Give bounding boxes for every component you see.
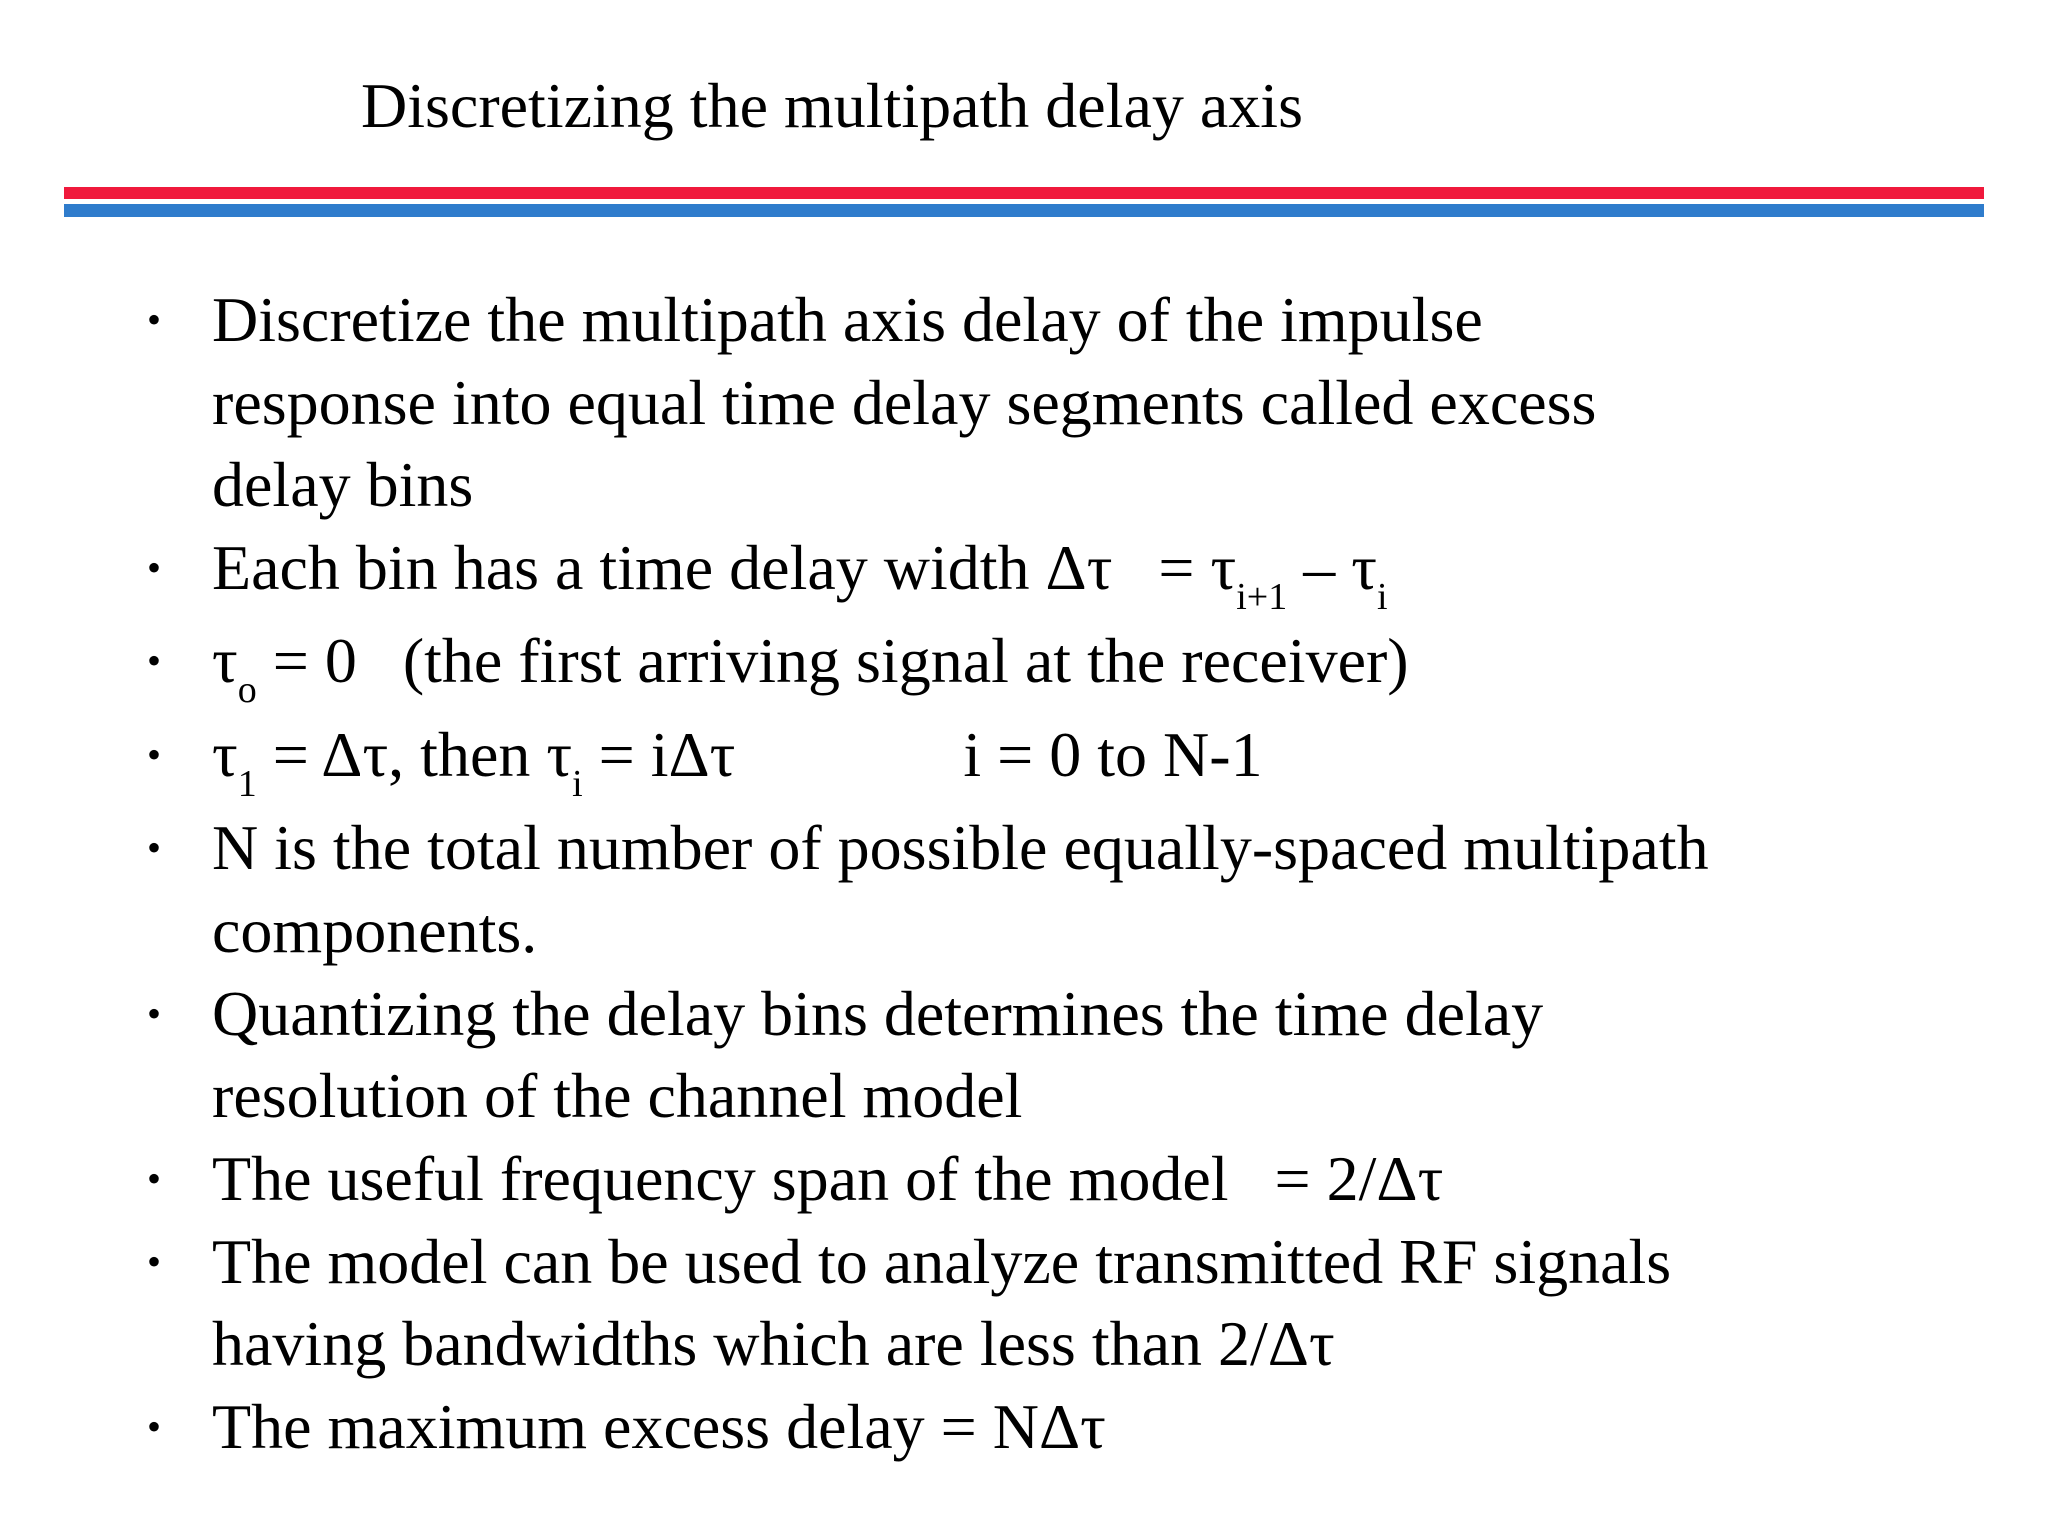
bullet-2-subscript-1: i+1: [1236, 576, 1288, 618]
bullet-5-line-1: N is the total number of possible equally-spaced multipath: [212, 812, 1709, 883]
bullet-8-line-1: The model can be used to analyze transmitted RF signals: [212, 1226, 1672, 1297]
bullet-3-equals: = 0: [256, 625, 357, 696]
bullet-4-subscript-2: i: [572, 763, 583, 805]
bullet-2-equals: = τ: [1158, 532, 1237, 603]
bullet-1-line-3: delay bins: [212, 449, 474, 520]
bullet-4-mid: = Δτ, then τ: [256, 719, 573, 790]
bullet-7-equals: = 2/Δτ: [1274, 1143, 1444, 1214]
bullet-marker: •: [147, 991, 162, 1036]
bullet-6-line-1: Quantizing the delay bins determines the time delay: [212, 978, 1544, 1049]
bullet-2-minus: – τ: [1287, 532, 1377, 603]
bullet-1-line-2: response into equal time delay segments called excess: [212, 367, 1597, 438]
bullet-5-line-2: components.: [212, 895, 538, 966]
bullet-3-line: [212, 619, 1409, 712]
bullet-marker: •: [147, 297, 162, 342]
bullet-marker: •: [147, 1156, 162, 1201]
bullet-4-tau: τ: [212, 719, 238, 790]
bullet-marker: •: [147, 545, 162, 590]
bullet-4-end: = iΔτ: [582, 719, 736, 790]
bullet-2-subscript-2: i: [1376, 576, 1388, 618]
bullet-3-note: (the first arriving signal at the receiver): [402, 625, 1409, 696]
bullet-7-line: [212, 1137, 1443, 1221]
bullet-marker: •: [147, 732, 162, 777]
bullet-8-line-2: having bandwidths which are less than 2/Δτ: [212, 1308, 1335, 1379]
bullet-6-line-2: resolution of the channel model: [212, 1060, 1023, 1131]
bullet-1-line-1: Discretize the multipath axis delay of the impulse: [212, 284, 1483, 355]
bullet-4-range: i = 0 to N-1: [963, 719, 1263, 790]
slide-title: Discretizing the multipath delay axis: [361, 70, 1303, 141]
bullet-9-line: The maximum excess delay = NΔτ: [212, 1391, 1106, 1462]
bullet-3-subscript: o: [237, 669, 257, 711]
bullet-2-text: Each bin has a time delay width Δτ: [212, 532, 1113, 603]
bullet-marker: •: [147, 638, 162, 683]
bullet-3-tau: τ: [212, 625, 238, 696]
bullet-7-text: The useful frequency span of the model: [212, 1143, 1229, 1214]
bullet-4-line: [212, 713, 1263, 806]
bullet-marker: •: [147, 1239, 162, 1284]
bullet-marker: •: [147, 1404, 162, 1449]
bullet-4-subscript-1: 1: [237, 763, 257, 805]
bullet-2-line: [212, 526, 1388, 619]
bullet-marker: •: [147, 825, 162, 870]
